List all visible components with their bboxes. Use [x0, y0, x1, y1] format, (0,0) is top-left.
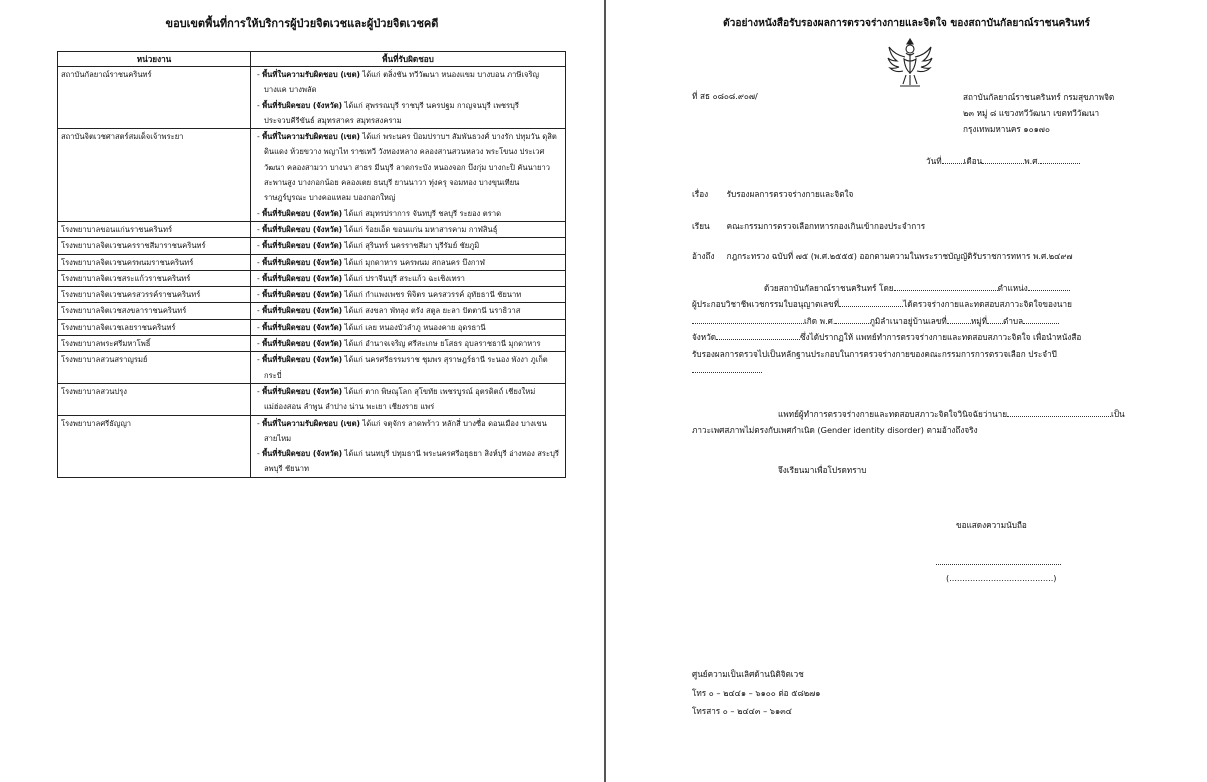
p1-text-f: ภูมิลำเนาอยู่บ้านเลขที่ [869, 315, 947, 326]
paragraph-examination [692, 280, 1152, 378]
table-row [58, 67, 566, 129]
area-item-text: ได้แก่ อำนาจเจริญ ศรีสะเกษ ยโสธร อุบลราชธานี มุกดาหาร [342, 339, 541, 349]
area-item: - พื้นที่รับผิดชอบ (จังหวัด) ได้แก่ อำนาจเจริญ ศรีสะเกษ ยโสธร อุบลราชธานี มุกดาหาร [257, 339, 541, 349]
area-item-text: ได้แก่ จตุจักร ลาดพร้าว หลักสี่ บางซื่อ ดอนเมือง บางเขน สายไหม [264, 418, 547, 443]
header-unit: หน่วยงาน [58, 52, 251, 67]
area-item: - พื้นที่รับผิดชอบ (จังหวัด) ได้แก่ ปราจีนบุรี สระแก้ว ฉะเชิงเทรา [257, 273, 465, 283]
reference-label: อ้างถึง [692, 251, 715, 261]
area-item: - พื้นที่รับผิดชอบ (จังหวัด) ได้แก่ นนทบุรี ปทุมธานี พระนครศรีอยุธยา สิงห์บุรี อ่างทอง สระบุรี ลพบุรี ชัยนาท [257, 449, 559, 474]
subject-line [692, 186, 853, 202]
recipient-text: คณะกรรมการตรวจเลือกทหารกองเกินเข้ากองประจำการ [726, 221, 926, 231]
address-line: ๒๓ หมู่ ๘ แขวงทวีวัฒนา เขตทวีวัฒนา [963, 108, 1100, 118]
unit-name: โรงพยาบาลพระศรีมหาโพธิ์ [58, 336, 251, 352]
p1-text-i: จังหวัด [692, 332, 717, 343]
area-cell [251, 303, 566, 319]
table-row [58, 303, 566, 319]
area-item-text: ได้แก่ ตลิ่งชัน ทวีวัฒนา หนองแขม บางบอน ภาษีเจริญ บางแค บางพลัด [264, 70, 540, 95]
p2-text-b: เป็น [1111, 409, 1125, 419]
area-item: - พื้นที่รับผิดชอบ (จังหวัด) ได้แก่ นครศรีธรรมราช ชุมพร สุราษฎร์ธานี ระนอง พังงา ภูเก็ต กระบี่ [257, 355, 548, 380]
area-cell [251, 238, 566, 254]
unit-name: โรงพยาบาลศรีธัญญา [58, 415, 251, 477]
closing-phrase: ขอแสดงความนับถือ [956, 520, 1027, 530]
area-cell [251, 254, 566, 270]
area-item-text: ได้แก่ กำแพงเพชร พิจิตร นครสวรรค์ อุทัยธานี ชัยนาท [342, 290, 522, 300]
area-item-label: พื้นที่ในความรับผิดชอบ (เขต) [262, 418, 360, 428]
area-item-label: พื้นที่รับผิดชอบ (จังหวัด) [262, 224, 343, 234]
unit-name: สถาบันจิตเวชศาสตร์สมเด็จเจ้าพระยา [58, 129, 251, 222]
table-row [58, 415, 566, 477]
area-item-text: ได้แก่ นนทบุรี ปทุมธานี พระนครศรีอยุธยา สิงห์บุรี อ่างทอง สระบุรี ลพบุรี ชัยนาท [264, 449, 559, 474]
area-item-label: พื้นที่รับผิดชอบ (จังหวัด) [262, 100, 343, 110]
area-item-text: ได้แก่ เลย หนองบัวลำภู หนองคาย อุดรธานี [342, 322, 486, 332]
table-row [58, 287, 566, 303]
area-item-label: พื้นที่รับผิดชอบ (จังหวัด) [262, 257, 343, 267]
recipient-label: เรียน [692, 221, 710, 231]
area-item-text: ได้แก่ ปราจีนบุรี สระแก้ว ฉะเชิงเทรา [342, 273, 465, 283]
table-row [58, 383, 566, 415]
area-cell [251, 67, 566, 129]
area-item: - พื้นที่รับผิดชอบ (จังหวัด) ได้แก่ สุรินทร์ นครราชสีมา บุรีรัมย์ ชัยภูมิ [257, 241, 480, 251]
unit-name: โรงพยาบาลจิตเวชนครพนมราชนครินทร์ [58, 254, 251, 270]
area-item-text: ได้แก่ สงขลา พัทลุง ตรัง สตูล ยะลา ปัตตานี นราธิวาส [342, 306, 521, 316]
area-item: - พื้นที่รับผิดชอบ (จังหวัด) ได้แก่ เลย หนองบัวลำภู หนองคาย อุดรธานี [257, 322, 486, 332]
p1-text-c: ผู้ประกอบวิชาชีพเวชกรรมใบอนุญาตเลขที่ [692, 299, 840, 310]
p1-text-a: ด้วยสถาบันกัลยาณ์ราชนครินทร์ โดย [764, 283, 894, 293]
area-item-text: ได้แก่ สุรินทร์ นครราชสีมา บุรีรัมย์ ชัยภูมิ [342, 241, 480, 251]
unit-name: สถาบันกัลยาณ์ราชนครินทร์ [58, 67, 251, 129]
reference-text: กฎกระทรวง ฉบับที่ ๗๕ (พ.ศ.๒๕๕๕) ออกตามความในพระราชบัญญัติรับราชการทหาร พ.ศ.๒๔๙๗ [726, 251, 1073, 261]
area-item: - พื้นที่ในความรับผิดชอบ (เขต) ได้แก่ จตุจักร ลาดพร้าว หลักสี่ บางซื่อ ดอนเมือง บางเขน สายไหม [257, 418, 547, 443]
table-row [58, 254, 566, 270]
footer-line: โทร ๐ – ๒๔๔๑ – ๖๑๐๐ ต่อ ๕๘๒๗๑ [692, 687, 821, 698]
area-item-label: พื้นที่รับผิดชอบ (จังหวัด) [262, 322, 343, 332]
area-cell [251, 336, 566, 352]
table-row [58, 270, 566, 286]
area-item-label: พื้นที่รับผิดชอบ (จังหวัด) [262, 273, 343, 283]
unit-name: โรงพยาบาลจิตเวชนครราชสีมาราชนครินทร์ [58, 238, 251, 254]
area-item: - พื้นที่รับผิดชอบ (จังหวัด) ได้แก่ กำแพงเพชร พิจิตร นครสวรรค์ อุทัยธานี ชัยนาท [257, 290, 522, 300]
p1-text-h: ตำบล [1003, 315, 1024, 326]
area-item-label: พื้นที่รับผิดชอบ (จังหวัด) [262, 339, 343, 349]
unit-name: โรงพยาบาลจิตเวชนครสวรรค์ราชนครินทร์ [58, 287, 251, 303]
table-row [58, 238, 566, 254]
area-item-label: พื้นที่รับผิดชอบ (จังหวัด) [262, 241, 343, 251]
subject-label: เรื่อง [692, 189, 709, 199]
area-cell [251, 270, 566, 286]
table-row [58, 319, 566, 335]
area-item-text: ได้แก่ มุกดาหาร นครพนม สกลนคร บึงกาฬ [342, 257, 485, 267]
signature-line [936, 557, 1061, 565]
area-item: - พื้นที่รับผิดชอบ (จังหวัด) ได้แก่ มุกดาหาร นครพนม สกลนคร บึงกาฬ [257, 257, 485, 267]
area-item-text: ได้แก่ ร้อยเอ็ด ขอนแก่น มหาสารคาม กาฬสินธุ์ [342, 224, 498, 234]
right-page [606, 0, 1207, 782]
area-item-label: พื้นที่ในความรับผิดชอบ (เขต) [262, 70, 360, 79]
signature-name-placeholder: (........................................) [946, 573, 1057, 583]
address-line: สถาบันกัลยาณ์ราชนครินทร์ กรมสุขภาพจิต [963, 92, 1115, 102]
area-item-label: พื้นที่ในความรับผิดชอบ (เขต) [262, 132, 360, 142]
area-cell [251, 383, 566, 415]
unit-name: โรงพยาบาลขอนแก่นราชนครินทร์ [58, 221, 251, 237]
area-item: - พื้นที่รับผิดชอบ (จังหวัด) ได้แก่ ตาก พิษณุโลก สุโขทัย เพชรบูรณ์ อุตรดิตถ์ เชียงใหม่ แม่ฮ่องสอน ลำพูน ลำปาง น่าน พะเยา เชียงราย แพร่ [257, 386, 536, 412]
area-cell [251, 129, 566, 222]
date-month-label: เดือน [963, 156, 983, 166]
footer-line: ศูนย์ความเป็นเลิศด้านนิติจิตเวช [692, 669, 804, 679]
table-row [58, 336, 566, 352]
left-page-title: ขอบเขตพื้นที่การให้บริการผู้ป่วยจิตเวชและผู้ป่วยจิตเวชคดี [165, 17, 439, 30]
area-item-text: ได้แก่ นครศรีธรรมราช ชุมพร สุราษฎร์ธานี ระนอง พังงา ภูเก็ต กระบี่ [264, 355, 548, 380]
unit-name: โรงพยาบาลจิตเวชสงขลาราชนครินทร์ [58, 303, 251, 319]
area-item: - พื้นที่รับผิดชอบ (จังหวัด) ได้แก่ สมุทรปราการ จันทบุรี ชลบุรี ระยอง ตราด [257, 208, 502, 218]
sender-address [963, 89, 1114, 137]
paragraph-closing-request: จึงเรียนมาเพื่อโปรดทราบ [778, 465, 867, 475]
table-row [58, 129, 566, 222]
unit-name: โรงพยาบาลสวนสราญรมย์ [58, 352, 251, 384]
p1-text-k: รับรองผลการตรวจไปเป็นหลักฐานประกอบในการตรวจร่างกายของคณะกรรมการการตรวจเลือก ประจำปี [692, 348, 1057, 359]
area-item-label: พื้นที่รับผิดชอบ (จังหวัด) [262, 306, 343, 316]
date-year-label: พ.ศ. [1024, 156, 1041, 166]
area-item-label: พื้นที่รับผิดชอบ (จังหวัด) [262, 208, 343, 218]
date-line [926, 155, 1080, 168]
footer-line: โทรสาร ๐ – ๒๔๔๓ – ๖๑๓๔ [692, 706, 792, 716]
letter-reference-number: ที่ สธ ๐๘๐๘.๙๐๗/ [692, 91, 758, 101]
paragraph-diagnosis [692, 406, 1152, 439]
area-item-text: ได้แก่ ตาก พิษณุโลก สุโขทัย เพชรบูรณ์ อุตรดิตถ์ เชียงใหม่ แม่ฮ่องสอน ลำพูน ลำปาง น่าน พะเยา เชียงราย แพร่ [264, 386, 536, 412]
table-header-row [58, 52, 566, 67]
p2-text-c: ภาวะเพศสภาพไม่ตรงกับเพศกำเนิด (Gender identity disorder) ตามอ้างถึงจริง [692, 425, 978, 436]
garuda-emblem-icon [885, 35, 935, 93]
p1-text-e: เกิด พ.ศ. [804, 315, 836, 326]
area-item-text: ได้แก่ สุพรรณบุรี ราชบุรี นครปฐม กาญจนบุรี เพชรบุรี ประจวบคีรีขันธ์ สมุทรสาคร สมุทรสงคราม [264, 100, 519, 125]
p2-text-a: แพทย์ผู้ทำการตรวจร่างกายและทดสอบสภาวะจิตใจวินิจฉัยว่านาย [778, 409, 1008, 419]
area-cell [251, 221, 566, 237]
area-item-label: พื้นที่รับผิดชอบ (จังหวัด) [262, 290, 343, 300]
area-cell [251, 319, 566, 335]
area-item: - พื้นที่รับผิดชอบ (จังหวัด) ได้แก่ ร้อยเอ็ด ขอนแก่น มหาสารคาม กาฬสินธุ์ [257, 224, 498, 234]
area-item-label: พื้นที่รับผิดชอบ (จังหวัด) [262, 386, 343, 396]
p1-text-g: หมู่ที่ [970, 315, 988, 326]
area-cell [251, 415, 566, 477]
p1-text-b: ตำแหน่ง [997, 283, 1028, 293]
p1-text-j: ซึ่งได้ปรากฏให้ แพทย์ทำการตรวจร่างกายและทดสอบสภาวะจิตใจ เพื่อนำหนังสือ [800, 332, 1082, 343]
area-item: - พื้นที่รับผิดชอบ (จังหวัด) ได้แก่ สงขลา พัทลุง ตรัง สตูล ยะลา ปัตตานี นราธิวาส [257, 306, 521, 316]
area-item-text: ได้แก่ พระนคร ป้อมปราบฯ สัมพันธวงศ์ บางรัก ปทุมวัน ดุสิต ดินแดง ห้วยขวาง พญาไท ราชเทวี วังทองหลาง คลองสานสวนหลวง พระโขนง ประเวศ วัฒนา คลองสามวา บางนา สาธร มีนบุรี ลาดกระบัง หนองจอก บึงกุ่ม บางกะปิ คันนายาว สะพานสูง บางกอกน้อย คลองเตย ธนบุรี ยานนาวา ทุ่งครุ จอมทอง บางขุนเทียน ราษฎร์บูรณะ บางคอแหลม บองกอกใหญ่ [264, 132, 557, 203]
area-item: - พื้นที่ในความรับผิดชอบ (เขต) ได้แก่ ตลิ่งชัน ทวีวัฒนา หนองแขม บางบอน ภาษีเจริญ บางแค บางพลัด [257, 70, 540, 95]
unit-name: โรงพยาบาลจิตเวชเลยราชนครินทร์ [58, 319, 251, 335]
header-area: พื้นที่รับผิดชอบ [251, 52, 566, 67]
area-cell [251, 352, 566, 384]
subject-text: รับรองผลการตรวจร่างกายและจิตใจ [726, 189, 854, 199]
p1-text-d: ได้ตรวจร่างกายและทดสอบสภาวะจิตใจของนาย [903, 299, 1072, 310]
recipient-line [692, 218, 925, 234]
date-day-label: วันที่ [926, 156, 942, 166]
unit-name: โรงพยาบาลจิตเวชสระแก้วราชนครินทร์ [58, 270, 251, 286]
service-area-table [57, 51, 566, 478]
area-item: - พื้นที่รับผิดชอบ (จังหวัด) ได้แก่ สุพรรณบุรี ราชบุรี นครปฐม กาญจนบุรี เพชรบุรี ประจวบคีรีขันธ์ สมุทรสาคร สมุทรสงคราม [257, 100, 519, 125]
address-line: กรุงเทพมหานคร ๑๐๑๗๐ [963, 124, 1050, 134]
contact-footer [692, 665, 820, 721]
area-item: - พื้นที่ในความรับผิดชอบ (เขต) ได้แก่ พระนคร ป้อมปราบฯ สัมพันธวงศ์ บางรัก ปทุมวัน ดุสิต ดินแดง ห้วยขวาง พญาไท ราชเทวี วังทองหลาง คลองสานสวนหลวง พระโขนง ประเวศ วัฒนา คลองสามวา บางนา สาธร มีนบุรี ลาดกระบัง หนองจอก บึงกุ่ม บางกะปิ คันนายาว สะพานสูง บางกอกน้อย คลองเตย ธนบุรี ยานนาวา ทุ่งครุ จอมทอง บางขุนเทียน ราษฎร์บูรณะ บางคอแหลม บองกอกใหญ่ [257, 132, 557, 203]
area-item-label: พื้นที่รับผิดชอบ (จังหวัด) [262, 449, 343, 459]
letter-title: ตัวอย่างหนังสือรับรองผลการตรวจร่างกายและจิตใจ ของสถาบันกัลยาณ์ราชนครินทร์ [723, 18, 1090, 29]
area-item-text: ได้แก่ สมุทรปราการ จันทบุรี ชลบุรี ระยอง ตราด [342, 208, 502, 218]
unit-name: โรงพยาบาลสวนปรุง [58, 383, 251, 415]
table-row [58, 221, 566, 237]
reference-line [692, 248, 1073, 264]
area-cell [251, 287, 566, 303]
area-item-label: พื้นที่รับผิดชอบ (จังหวัด) [262, 355, 343, 365]
table-row [58, 352, 566, 384]
